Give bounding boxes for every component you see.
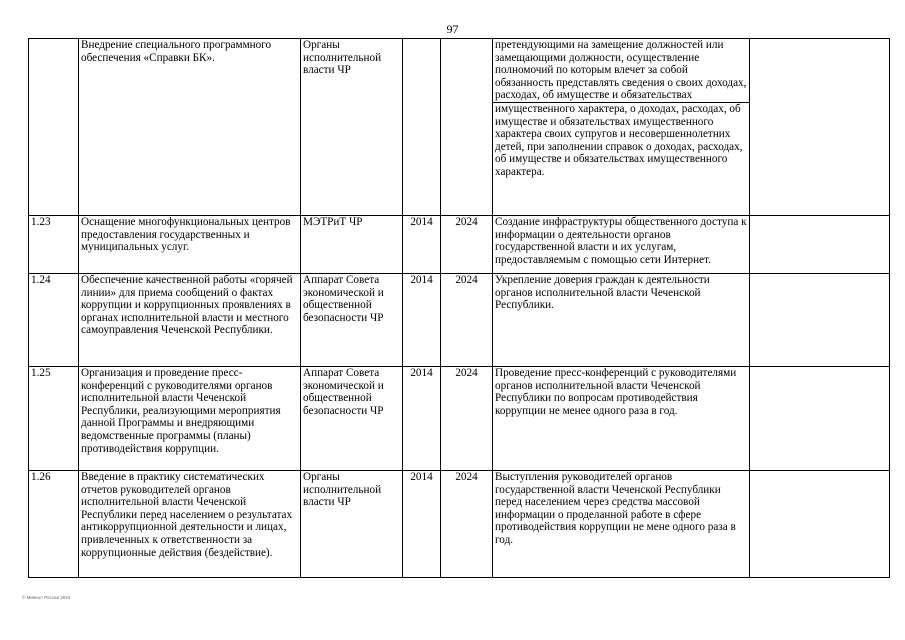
executor-cell: Аппарат Совета экономической и общественной безопасности ЧР <box>301 367 403 471</box>
start-year-cell: 2014 <box>403 216 441 274</box>
note-cell <box>750 471 890 578</box>
result-text: Выступления руководителей органов государственной власти Чеченской Республики перед населением через средства массовой информации о проделанной работе в сфере противодействия коррупции не мене одного раза в год. <box>495 471 736 546</box>
start-year-cell <box>403 39 441 216</box>
start-year-cell: 2014 <box>403 274 441 367</box>
end-year-cell: 2024 <box>441 216 493 274</box>
executor-cell: Аппарат Совета экономической и общественной безопасности ЧР <box>301 274 403 367</box>
measure-cell: Организация и проведение пресс-конференций с руководителями органов исполнительной власти Чеченской Республики, реализующими мероприятия данной Программы и внедряющими ведомственные программы (планы) противодействия коррупции. <box>79 367 301 471</box>
program-table <box>28 38 890 578</box>
item-number-cell: 1.23 <box>29 216 79 274</box>
end-year-cell: 2024 <box>441 367 493 471</box>
result-cell <box>493 471 750 578</box>
start-year-cell: 2014 <box>403 471 441 578</box>
result-text: имущественного характера, о доходах, расходах, об имуществе и обязательствах имущественного характера своих супругов и несовершеннолетних детей, при заполнении справок о доходах, расходах, об имуществе и обязательствах имущественного характера. <box>493 102 749 179</box>
item-number-cell: 1.25 <box>29 367 79 471</box>
result-cell <box>493 216 750 274</box>
measure-cell: Введение в практику систематических отчетов руководителей органов исполнительной власти Чеченской Республики перед населением о результатах антикоррупционной деятельности и лицах, привлеченных к ответственности за коррупционные действия (бездействие). <box>79 471 301 578</box>
note-cell <box>750 367 890 471</box>
item-number-cell: 1.26 <box>29 471 79 578</box>
result-text: претендующими на замещение должностей или замещающими должности, осуществление полномочий по которым влечет за собой обязанность представлять сведения о своих доходах, расходах, об имуществе и обязательствах <box>495 39 747 102</box>
result-cell <box>493 367 750 471</box>
measure-cell: Оснащение многофункциональных центров предоставления государственных и муниципальных услуг. <box>79 216 301 274</box>
note-cell <box>750 216 890 274</box>
table-row <box>29 39 890 216</box>
result-text: Создание инфраструктуры общественного доступа к информации о деятельности органов государственной власти и их услугам, предоставляемым с помощью сети Интернет. <box>495 216 747 266</box>
table-row <box>29 274 890 367</box>
result-text: Укрепление доверия граждан к деятельности органов исполнительной власти Чеченской Республики. <box>495 274 710 312</box>
note-cell <box>750 274 890 367</box>
footer-note: © Минюст России 2024 <box>22 595 71 600</box>
item-number-cell <box>29 39 79 216</box>
executor-cell: Органы исполнительной власти ЧР <box>301 471 403 578</box>
table-row <box>29 216 890 274</box>
item-number-cell: 1.24 <box>29 274 79 367</box>
executor-cell: Органы исполнительной власти ЧР <box>301 39 403 216</box>
executor-cell: МЭТРиТ ЧР <box>301 216 403 274</box>
end-year-cell: 2024 <box>441 471 493 578</box>
measure-cell: Внедрение специального программного обеспечения «Справки БК». <box>79 39 301 216</box>
end-year-cell: 2024 <box>441 274 493 367</box>
result-cell <box>493 39 750 216</box>
measure-cell: Обеспечение качественной работы «горячей линии» для приема сообщений о фактах коррупции и коррупционных проявлениях в органах исполнительной власти и местного самоуправления Чеченской Республики. <box>79 274 301 367</box>
table-row <box>29 367 890 471</box>
start-year-cell: 2014 <box>403 367 441 471</box>
page-number: 97 <box>446 22 459 36</box>
end-year-cell <box>441 39 493 216</box>
result-cell <box>493 274 750 367</box>
result-text: Проведение пресс-конференций с руководителями органов исполнительной власти Чеченской Республики по вопросам противодействия коррупции не менее одного раза в год. <box>495 367 737 417</box>
note-cell <box>750 39 890 216</box>
table-row <box>29 471 890 578</box>
